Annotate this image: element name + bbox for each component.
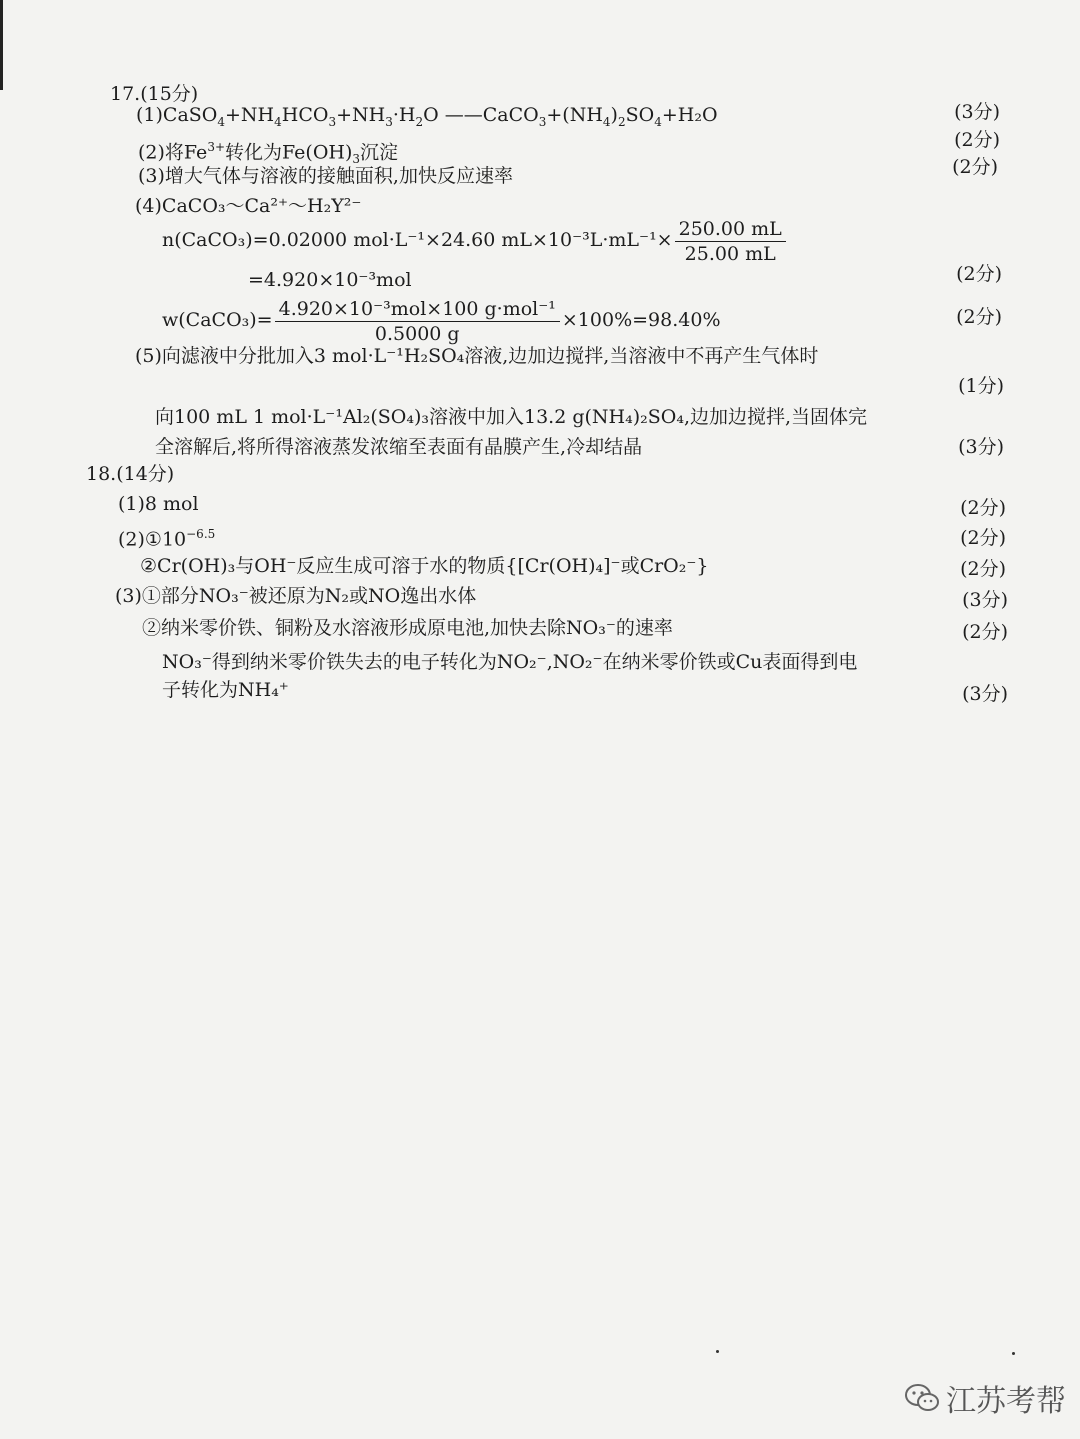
speck bbox=[1012, 1352, 1015, 1355]
q18-score-4: (3分) bbox=[962, 589, 1008, 611]
q17-score-7: (3分) bbox=[958, 436, 1004, 458]
watermark-text: 江苏考帮 bbox=[946, 1384, 1066, 1419]
q18-score-1: (2分) bbox=[960, 497, 1006, 519]
n-fraction: $\frac{250.00 mL}{25.00 mL}$ bbox=[675, 218, 786, 265]
w-fraction: $\frac{\text{4.920×10⁻³mol×100 g·mol⁻¹}}{0.5000 g}$ bbox=[275, 298, 560, 345]
q17-n-result: =4.920×10⁻³mol bbox=[248, 269, 412, 291]
q17-title: 17.(15分) bbox=[110, 83, 199, 105]
q17-line-6: 向100 mL 1 mol·L⁻¹Al₂(SO₄)₃溶液中加入13.2 g(NH₄)₂SO₄,边加边搅拌,当固体完 bbox=[155, 406, 868, 428]
q17-score-2: (2分) bbox=[954, 129, 1000, 151]
q17-line-1: $(1)CaSO_4+NH_4HCO_3+NH_3\cdot H_2O$ $——CaCO_3+(NH_4)_2SO_4+H_2O$ bbox=[136, 104, 718, 129]
q17-score-6: (1分) bbox=[958, 375, 1004, 397]
q17-score-4: (2分) bbox=[956, 263, 1002, 285]
scan-edge bbox=[0, 0, 13, 90]
q17-n-calc: n(CaCO₃)=0.02000 mol·L⁻¹×24.60 mL×10⁻³L·mL⁻¹× $\frac{250.00 mL}{25.00 mL}$ bbox=[162, 216, 788, 265]
q18-title: 18.(14分) bbox=[86, 463, 175, 485]
q17-line-7: 全溶解后,将所得溶液蒸发浓缩至表面有晶膜产生,冷却结晶 bbox=[155, 436, 643, 458]
q17-score-1: (3分) bbox=[954, 101, 1000, 123]
q18-line-6: NO₃⁻得到纳米零价铁失去的电子转化为NO₂⁻,NO₂⁻在纳米零价铁或Cu表面得到电 bbox=[162, 651, 858, 673]
q17-line-2: (2)将$Fe^{3+}$转化为$Fe(OH)_3$沉淀 bbox=[138, 140, 399, 167]
q18-line-3: ②Cr(OH)₃与OH⁻反应生成可溶于水的物质{[Cr(OH)₄]⁻或CrO₂⁻} bbox=[140, 555, 709, 577]
q18-line-1: (1)8 mol bbox=[118, 493, 199, 515]
q18-line-7: 子转化为NH₄⁺ bbox=[162, 679, 289, 701]
q17-line-3: (3)增大气体与溶液的接触面积,加快反应速率 bbox=[138, 165, 513, 187]
q18-line-2: $(2)①10^{-6.5}$ bbox=[118, 527, 216, 551]
q18-score-6: (3分) bbox=[962, 683, 1008, 705]
q17-line-4: (4)CaCO₃～Ca²⁺～H₂Y²⁻ bbox=[135, 195, 362, 217]
q18-line-5: ②纳米零价铁、铜粉及水溶液形成原电池,加快去除NO₃⁻的速率 bbox=[142, 617, 673, 639]
q18-line-4: (3)①部分NO₃⁻被还原为N₂或NO逸出水体 bbox=[115, 585, 477, 607]
q18-score-5: (2分) bbox=[962, 621, 1008, 643]
speck bbox=[716, 1350, 719, 1353]
watermark bbox=[904, 1376, 1066, 1420]
q17-score-5: (2分) bbox=[956, 306, 1002, 328]
wechat-icon bbox=[904, 1383, 940, 1413]
q17-w-calc: w(CaCO₃)= $\frac{\text{4.920×10⁻³mol×100 g·mol⁻¹}}{0.5000 g}$ ×100%=98.40% bbox=[162, 297, 721, 345]
q17-score-3: (2分) bbox=[952, 156, 998, 178]
q17-line-5: (5)向滤液中分批加入3 mol·L⁻¹H₂SO₄溶液,边加边搅拌,当溶液中不再产生气体时 bbox=[135, 345, 819, 367]
q18-score-2: (2分) bbox=[960, 527, 1006, 549]
q18-score-3: (2分) bbox=[960, 558, 1006, 580]
